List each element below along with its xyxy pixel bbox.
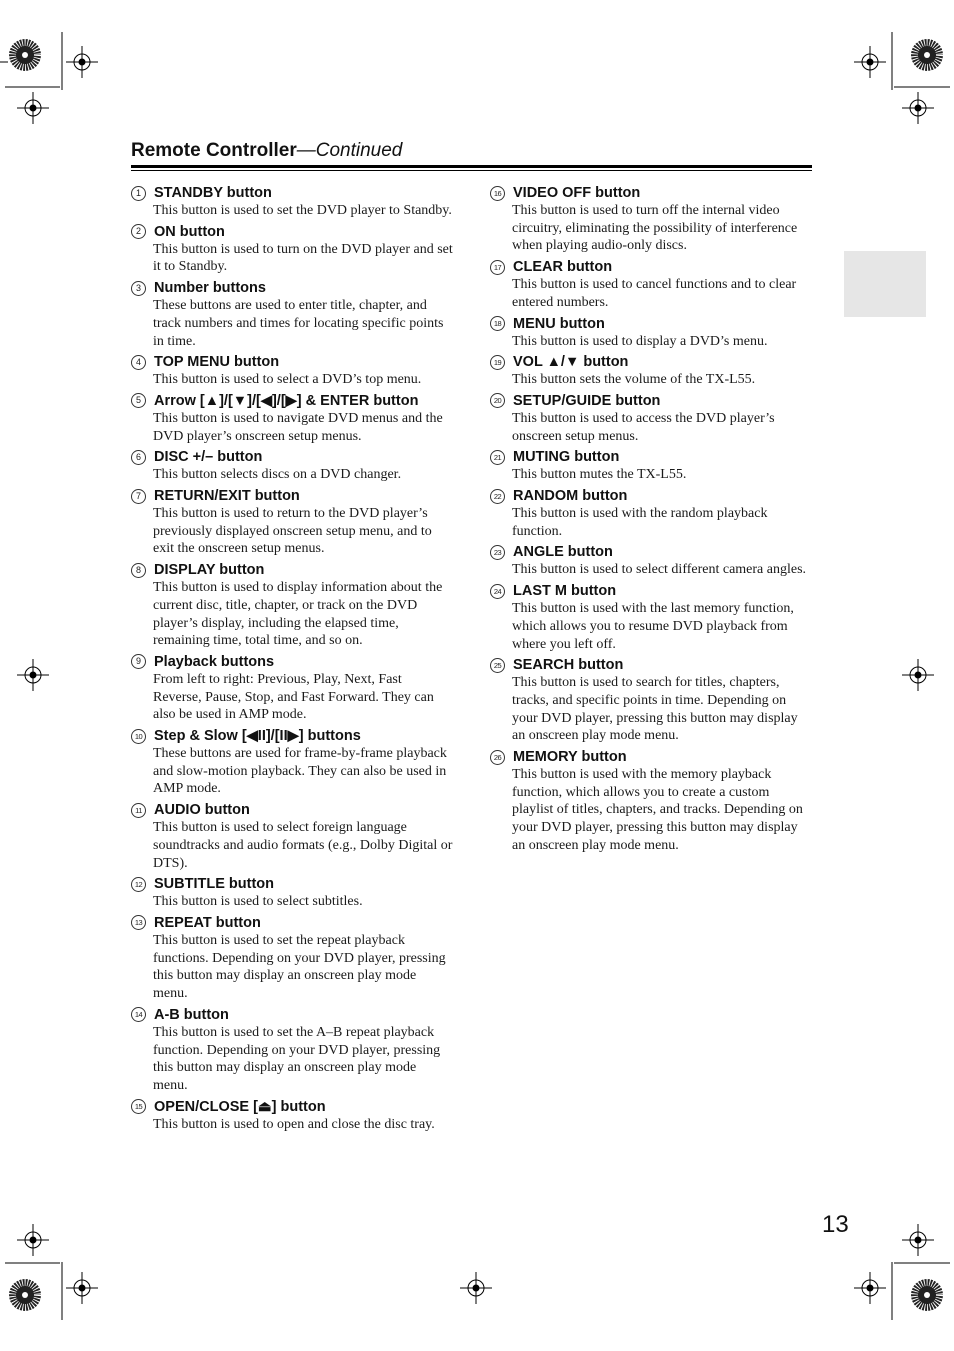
item-title-row	[490, 258, 812, 276]
item-title: RETURN/EXIT button	[154, 488, 300, 505]
button-description-item	[131, 1098, 453, 1134]
registration-mark-icon	[17, 1224, 49, 1256]
item-number-badge: 2	[131, 224, 146, 239]
registration-mark-icon	[902, 659, 934, 691]
item-description: This button is used to select foreign language soundtracks and audio formats (e.g., Dolby Digital or DTS).	[153, 820, 453, 871]
item-title: SUBTITLE button	[154, 876, 275, 893]
item-title-row	[131, 184, 453, 202]
button-description-item	[490, 543, 812, 579]
button-description-item	[131, 487, 453, 558]
item-title: VIDEO OFF button	[513, 185, 641, 201]
item-number-badge: 5	[131, 393, 146, 408]
item-description: This button is used to set the repeat playback functions. Depending on your DVD player, pressing this button may display an onscreen play mode menu.	[153, 932, 446, 1002]
registration-mark-icon	[902, 1224, 934, 1256]
item-title-row	[131, 1098, 453, 1116]
item-title: STANDBY button	[154, 185, 272, 201]
item-description: This button is used with the last memory function, which allows you to resume DVD playback from where you left off.	[512, 601, 794, 652]
item-title-row	[490, 582, 812, 600]
item-number-badge: 11	[131, 803, 146, 818]
item-description: This button is used to open and close the disc tray.	[153, 1116, 435, 1132]
page-header	[131, 140, 812, 168]
button-description-item	[131, 392, 453, 445]
item-title-row	[131, 875, 453, 893]
item-title-row	[131, 353, 453, 371]
registration-star-icon	[911, 1279, 943, 1311]
item-description: This button is used to set the A–B repeat playback function. Depending on your DVD player, pressing this button may display an onscreen play mode menu.	[153, 1024, 441, 1093]
button-description-item	[131, 184, 453, 220]
button-description-item	[490, 487, 812, 540]
item-title: REPEAT button	[154, 914, 261, 931]
button-description-item	[490, 184, 812, 255]
registration-mark-icon	[17, 659, 49, 691]
item-title: SEARCH button	[513, 657, 624, 674]
item-number-badge: 10	[131, 729, 146, 744]
item-number-badge: 3	[131, 281, 146, 296]
item-number-badge: 4	[131, 355, 146, 370]
item-title: OPEN/CLOSE [⏏] button	[154, 1098, 326, 1115]
button-description-item	[490, 656, 812, 745]
button-description-item	[490, 448, 812, 484]
item-title: TOP MENU button	[154, 354, 280, 371]
page-number: 13	[822, 1211, 849, 1238]
button-description-item	[131, 223, 453, 276]
item-title: Arrow [▲]/[▼]/[◀]/[▶] & ENTER button	[154, 392, 419, 409]
item-description: This button is used to select subtitles.	[153, 894, 363, 910]
item-number-badge: 22	[490, 489, 505, 504]
item-title: RANDOM button	[513, 488, 628, 505]
item-title: MUTING button	[513, 449, 620, 466]
item-title-row	[490, 315, 812, 333]
item-title-row	[131, 914, 453, 932]
button-description-item	[131, 653, 453, 724]
button-description-item	[490, 392, 812, 445]
item-title: SETUP/GUIDE button	[513, 392, 661, 409]
item-description: This button is used to turn on the DVD player and set it to Standby.	[153, 241, 453, 275]
item-title-row	[131, 561, 453, 579]
item-description: This button is used to turn off the internal video circuitry, eliminating the possibility of interference when playing audio-only discs.	[512, 203, 798, 254]
button-description-item	[131, 1006, 453, 1095]
registration-mark-icon	[17, 92, 49, 124]
item-description: This button is used to display a DVD’s menu.	[512, 333, 768, 349]
item-number-badge: 19	[490, 355, 505, 370]
item-description: This button mutes the TX-L55.	[512, 467, 687, 483]
registration-mark-icon	[902, 92, 934, 124]
item-title: Playback buttons	[154, 653, 275, 670]
registration-mark-icon	[854, 1272, 886, 1304]
item-description: This button is used to select different camera angles.	[512, 562, 807, 578]
item-number-badge: 17	[490, 260, 505, 275]
button-description-item	[490, 582, 812, 653]
item-number-badge: 13	[131, 915, 146, 930]
item-title-row	[490, 448, 812, 466]
item-number-badge: 16	[490, 186, 505, 201]
item-description: This button is used to select a DVD’s top menu.	[153, 372, 422, 388]
item-description: This button is used to display information about the current disc, title, chapter, or track on the DVD player’s display, including the elapsed time, remaining time, total time, and so on.	[153, 580, 443, 649]
item-number-badge: 18	[490, 316, 505, 331]
item-title: ANGLE button	[513, 544, 613, 561]
item-description: This button is used with the random playback function.	[512, 506, 768, 539]
item-title-row	[490, 487, 812, 505]
item-number-badge: 21	[490, 450, 505, 465]
item-title: DISC +/– button	[154, 449, 263, 466]
registration-star-icon	[911, 39, 943, 71]
item-description: From left to right: Previous, Play, Next, Fast Reverse, Pause, Stop, and Fast Forward. They can also be used in AMP mode.	[153, 671, 434, 723]
item-description: This button is used to cancel functions and to clear entered numbers.	[512, 277, 797, 310]
registration-mark-icon	[66, 1272, 98, 1304]
button-description-item	[131, 875, 453, 911]
right-column	[490, 184, 812, 858]
continued-label: —Continued	[296, 140, 403, 161]
item-number-badge: 1	[131, 186, 146, 201]
item-description: This button sets the volume of the TX-L55.	[512, 372, 756, 388]
header-rule	[131, 170, 812, 171]
registration-mark-icon	[460, 1272, 492, 1304]
item-title: VOL ▲/▼ button	[513, 354, 629, 371]
item-number-badge: 15	[131, 1099, 146, 1114]
item-title: CLEAR button	[513, 259, 613, 276]
item-title-row	[490, 748, 812, 766]
button-description-item	[490, 748, 812, 855]
item-number-badge: 7	[131, 489, 146, 504]
button-description-item	[490, 353, 812, 389]
button-description-item	[131, 801, 453, 872]
registration-mark-icon	[854, 46, 886, 78]
button-description-item	[131, 353, 453, 389]
item-description: This button is used with the memory playback function, which allows you to create a custom playlist of titles, chapters, and tracks. Depending on your DVD player, pressing this button may display an onscreen play mode menu.	[512, 767, 803, 853]
item-number-badge: 8	[131, 563, 146, 578]
item-title: DISPLAY button	[154, 562, 265, 579]
item-number-badge: 24	[490, 584, 505, 599]
button-description-item	[131, 448, 453, 484]
button-description-item	[490, 315, 812, 351]
item-number-badge: 14	[131, 1007, 146, 1022]
item-description: This button is used to set the DVD player to Standby.	[153, 203, 452, 218]
item-description: This button is used to access the DVD player’s onscreen setup menus.	[512, 410, 775, 444]
item-title-row	[131, 487, 453, 505]
button-description-item	[131, 279, 453, 350]
item-number-badge: 20	[490, 393, 505, 408]
item-title: ON button	[154, 223, 225, 240]
item-title: A-B button	[154, 1006, 229, 1023]
button-description-item	[131, 914, 453, 1003]
item-description: These buttons are used to enter title, chapter, and track numbers and times for locating specific points in time.	[153, 298, 444, 349]
item-title: MENU button	[513, 315, 605, 332]
item-description: These buttons are used for frame-by-frame playback and slow-motion playback. They can also be used in AMP mode.	[153, 746, 447, 797]
item-title-row	[131, 392, 453, 410]
page-title: Remote Controller	[131, 140, 297, 161]
item-title-row	[490, 353, 812, 371]
item-title: Number buttons	[154, 280, 266, 297]
item-number-badge: 6	[131, 450, 146, 465]
item-title-row	[131, 279, 453, 297]
item-title: MEMORY button	[513, 749, 627, 766]
button-description-item	[131, 727, 453, 798]
item-number-badge: 9	[131, 654, 146, 669]
item-title-row	[131, 801, 453, 819]
section-tab	[844, 251, 926, 317]
registration-star-icon	[9, 1279, 41, 1311]
item-title: Step & Slow [◀II]/[II▶] buttons	[154, 728, 361, 745]
button-description-item	[131, 561, 453, 650]
item-number-badge: 26	[490, 750, 505, 765]
item-title-row	[490, 543, 812, 561]
item-title-row	[131, 223, 453, 241]
left-column	[131, 184, 453, 1136]
item-title: AUDIO button	[154, 802, 250, 819]
item-number-badge: 25	[490, 658, 505, 673]
item-title-row	[490, 656, 812, 674]
item-description: This button selects discs on a DVD changer.	[153, 467, 402, 483]
item-description: This button is used to search for titles, chapters, tracks, and specific points in time. Depending on your DVD player, pressing this button may display an onscreen play mode menu.	[512, 675, 798, 744]
button-description-item	[490, 258, 812, 311]
item-number-badge: 12	[131, 877, 146, 892]
item-title-row	[490, 184, 812, 202]
item-title-row	[131, 653, 453, 671]
item-description: This button is used to return to the DVD player’s previously displayed onscreen setup menu, and to exit the onscreen setup menus.	[153, 506, 432, 557]
item-title: LAST M button	[513, 583, 617, 600]
item-title-row	[490, 392, 812, 410]
registration-mark-icon	[66, 46, 98, 78]
item-number-badge: 23	[490, 545, 505, 560]
item-title-row	[131, 1006, 453, 1024]
item-description: This button is used to navigate DVD menus and the DVD player’s onscreen setup menus.	[153, 410, 443, 444]
registration-star-icon	[9, 39, 41, 71]
item-title-row	[131, 727, 453, 745]
item-title-row	[131, 448, 453, 466]
